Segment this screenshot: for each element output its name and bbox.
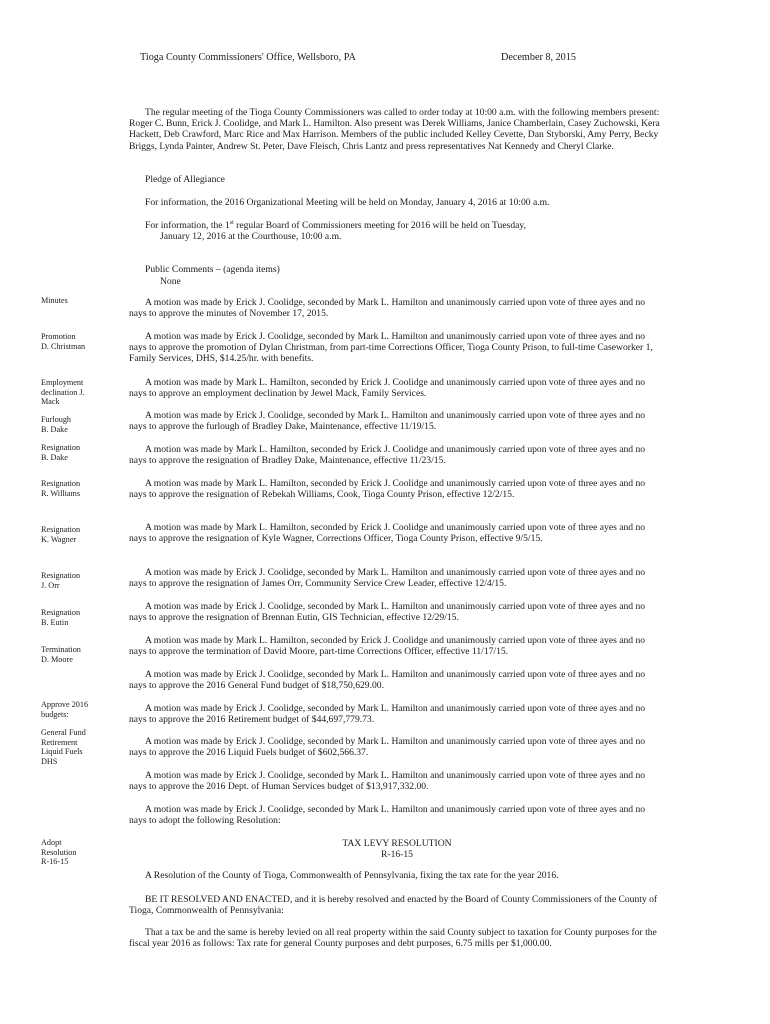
margin-note-budget-list xyxy=(41,728,121,766)
margin-note-line: declination J. xyxy=(41,387,85,397)
margin-note-line: Approve 2016 xyxy=(41,700,89,709)
margin-note-line: General Fund xyxy=(41,728,86,737)
motion-resignation-orr: A motion was made by Erick J. Coolidge, seconded by Mark L. Hamilton and unanimously carried upon vote of three ayes and no nays to approve the resignation of James Orr, Community Service Crew Leader, effective 12/4/15. xyxy=(129,567,646,590)
resolution-title: TAX LEVY RESOLUTION xyxy=(342,838,452,849)
margin-note-line: K. Wagner xyxy=(41,534,77,544)
margin-note-line: J. Orr xyxy=(41,580,60,590)
pledge-line: Pledge of Allegiance xyxy=(145,174,225,185)
margin-note-employment xyxy=(41,378,121,407)
motion-termination: A motion was made by Mark L. Hamilton, seconded by Erick J. Coolidge and unanimously carried upon vote of three ayes and no nays to approve the termination of David Moore, part-time Corrections Officer, effective 11/17/15. xyxy=(129,635,646,658)
margin-note-furlough xyxy=(41,415,121,434)
margin-note-line: Termination xyxy=(41,645,81,654)
resolution-number: R-16-15 xyxy=(381,849,413,860)
margin-note-line: Resignation xyxy=(41,525,81,534)
margin-note-resignation-wagner xyxy=(41,525,121,544)
office-header: Tioga County Commissioners' Office, Wellsboro, PA xyxy=(140,52,356,63)
motion-adopt-resolution: A motion was made by Erick J. Coolidge, seconded by Mark L. Hamilton and unanimously carried upon vote of three ayes and no nays to adopt the following Resolution: xyxy=(129,804,646,827)
info-first-meeting-sup: st xyxy=(229,220,234,226)
margin-note-line: B. Dake xyxy=(41,424,68,434)
motion-promotion: A motion was made by Erick J. Coolidge, seconded by Mark L. Hamilton and unanimously carried upon vote of three ayes and no nays to approve the promotion of Dylan Christman, from part-time Corrections Officer, Tioga County Prison, to full-time Caseworker 1, Family Services, DHS, $14.25/hr. with benefits. xyxy=(129,331,653,365)
margin-note-line: D. Christman xyxy=(41,341,86,351)
resolution-enacted-clause: BE IT RESOLVED AND ENACTED, and it is hereby resolved and enacted by the Board of County Commissioners of the County of Tioga, Commonwealth of Pennsylvania: xyxy=(129,894,658,917)
motion-minutes: A motion was made by Erick J. Coolidge, seconded by Mark L. Hamilton and unanimously carried upon vote of three ayes and no nays to approve the minutes of November 17, 2015. xyxy=(129,297,646,320)
margin-note-line: D. Moore xyxy=(41,654,73,664)
margin-note-line: B. Eutin xyxy=(41,617,69,627)
public-comments-value: None xyxy=(160,276,181,287)
resolution-preamble: A Resolution of the County of Tioga, Commonwealth of Pennsylvania, fixing the tax rate for the year 2016. xyxy=(145,870,559,881)
info-organizational-meeting: For information, the 2016 Organizational Meeting will be held on Monday, January 4, 2016 at 10:00 a.m. xyxy=(145,197,550,208)
info-first-meeting-text-a: For information, the 1 xyxy=(145,220,230,231)
meeting-date: December 8, 2015 xyxy=(501,52,576,63)
margin-note-line: Resignation xyxy=(41,608,81,617)
margin-note-adopt-resolution xyxy=(41,838,121,867)
motion-dhs-budget: A motion was made by Erick J. Coolidge, seconded by Mark L. Hamilton and unanimously carried upon vote of three ayes and no nays to approve the 2016 Dept. of Human Services budget of $13,917,332.00. xyxy=(129,770,646,793)
margin-note-line: Minutes xyxy=(41,296,68,305)
margin-note-termination xyxy=(41,645,121,664)
motion-general-fund-budget: A motion was made by Erick J. Coolidge, seconded by Mark L. Hamilton and unanimously carried upon vote of three ayes and no nays to approve the 2016 General Fund budget of $18,750,629.00. xyxy=(129,669,646,692)
margin-note-line: Promotion xyxy=(41,332,76,341)
info-first-meeting xyxy=(145,220,526,231)
motion-furlough: A motion was made by Erick J. Coolidge, seconded by Mark L. Hamilton and unanimously carried upon vote of three ayes and no nays to approve the furlough of Bradley Dake, Maintenance, effective 11/19/15. xyxy=(129,410,646,433)
motion-resignation-williams: A motion was made by Mark L. Hamilton, seconded by Erick J. Coolidge and unanimously carried upon vote of three ayes and no nays to approve the resignation of Rebekah Williams, Cook, Tioga County Prison, effective 12/2/15. xyxy=(129,478,646,501)
margin-note-line: Liquid Fuels xyxy=(41,747,83,756)
resolution-tax-levy-clause: That a tax be and the same is hereby levied on all real property within the said County subject to taxation for County purposes for the fiscal year 2016 as follows: Tax rate for general County purposes and debt purposes, 6.75 mills per $1,000.00. xyxy=(129,927,657,950)
margin-note-resignation-eutin xyxy=(41,608,121,627)
motion-resignation-wagner: A motion was made by Mark L. Hamilton, seconded by Erick J. Coolidge and unanimously carried upon vote of three ayes and no nays to approve the resignation of Kyle Wagner, Corrections Officer, Tioga County Prison, effective 9/5/15. xyxy=(129,522,646,545)
margin-note-promotion xyxy=(41,332,121,351)
info-first-meeting-line2: January 12, 2016 at the Courthouse, 10:00 a.m. xyxy=(160,231,342,242)
margin-note-resignation-williams xyxy=(41,479,121,498)
motion-resignation-dake: A motion was made by Mark L. Hamilton, seconded by Erick J. Coolidge and unanimously carried upon vote of three ayes and no nays to approve the resignation of Bradley Dake, Maintenance, effective 11/23/15. xyxy=(129,444,646,467)
margin-note-line: R. Williams xyxy=(41,488,81,498)
margin-note-line: Mack xyxy=(41,397,60,406)
margin-note-minutes xyxy=(41,296,121,306)
public-comments-label: Public Comments – (agenda items) xyxy=(145,264,280,275)
margin-note-line: Resignation xyxy=(41,443,81,452)
motion-retirement-budget: A motion was made by Erick J. Coolidge, seconded by Mark L. Hamilton and unanimously carried upon vote of three ayes and no nays to approve the 2016 Retirement budget of $44,697,779.73. xyxy=(129,703,646,726)
motion-resignation-eutin: A motion was made by Erick J. Coolidge, seconded by Mark L. Hamilton and unanimously carried upon vote of three ayes and no nays to approve the resignation of Brennan Eutin, GIS Technician, effective 12/29/15. xyxy=(129,601,646,624)
margin-note-line: Retirement xyxy=(41,737,78,747)
margin-note-line: Resignation xyxy=(41,479,81,488)
motion-employment-declination: A motion was made by Mark L. Hamilton, seconded by Erick J. Coolidge and unanimously carried upon vote of three ayes and no nays to approve an employment declination by Jewel Mack, Family Services. xyxy=(129,377,646,400)
margin-note-line: B. Dake xyxy=(41,452,68,462)
margin-note-line: R-16-15 xyxy=(41,857,69,866)
margin-note-line: Resignation xyxy=(41,571,81,580)
margin-note-line: budgets: xyxy=(41,709,69,719)
intro-paragraph: The regular meeting of the Tioga County Commissioners was called to order today at 10:00 a.m. with the following members present: Roger C. Bunn, Erick J. Coolidge, and Mark L. Hamilton. Also present was Derek Williams, Janice Chamberlain, Casey Zuchowski, Kera Hackett, Deb Crawford, Marc Rice and Max Harrison. Members of the public included Kelley Cevette, Dan Styborski, Amy Perry, Becky Briggs, Lynda Painter, Andrew St. Peter, Dave Fleisch, Chris Lantz and press representatives Nat Kennedy and Cheryl Clarke. xyxy=(129,107,660,152)
margin-note-line: Resolution xyxy=(41,847,77,857)
motion-liquid-fuels-budget: A motion was made by Erick J. Coolidge, seconded by Mark L. Hamilton and unanimously carried upon vote of three ayes and no nays to approve the 2016 Liquid Fuels budget of $602,566.37. xyxy=(129,736,646,759)
margin-note-line: Employment xyxy=(41,378,84,387)
margin-note-line: Adopt xyxy=(41,838,62,847)
margin-note-budgets xyxy=(41,700,121,719)
margin-note-resignation-orr xyxy=(41,571,121,590)
info-first-meeting-text-b: regular Board of Commissioners meeting for 2016 will be held on Tuesday, xyxy=(233,220,526,231)
margin-note-resignation-dake xyxy=(41,443,121,462)
margin-note-line: DHS xyxy=(41,756,58,766)
margin-note-line: Furlough xyxy=(41,415,72,424)
